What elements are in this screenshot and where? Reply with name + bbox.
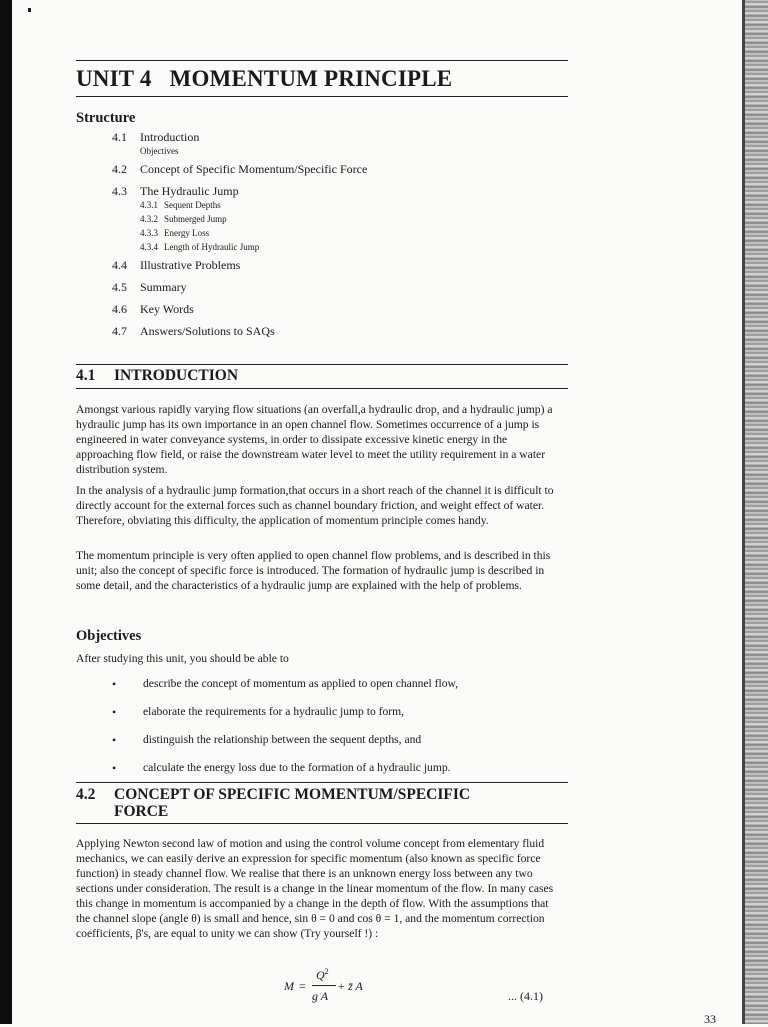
- list-item: • describe the concept of momentum as applied to open channel flow,: [112, 677, 459, 691]
- scan-left-edge: [0, 0, 12, 1024]
- section-42-top-rule: [76, 782, 568, 783]
- bullet-icon: •: [112, 677, 117, 691]
- unit-title: [76, 66, 452, 92]
- section-41-number: 4.1: [76, 367, 96, 384]
- section-41-bottom-rule: [76, 388, 568, 389]
- equation-equals: =: [299, 979, 306, 993]
- list-item: • elaborate the requirements for a hydraulic jump to form,: [112, 705, 405, 719]
- toc-subitems: [112, 198, 532, 254]
- section-41-heading: [76, 367, 238, 385]
- toc-item-4-3: 4.3 The Hydraulic Jump: [112, 184, 239, 198]
- section-42-title-line-2: FORCE: [114, 803, 169, 820]
- section-41-title: INTRODUCTION: [114, 367, 239, 384]
- section-42-heading: [76, 786, 470, 820]
- list-item: • distinguish the relationship between the sequent depths, and: [112, 733, 422, 747]
- scan-right-edge: [742, 0, 768, 1024]
- equation-4-1: [0, 965, 768, 1015]
- section-42-title-line-1: CONCEPT OF SPECIFIC MOMENTUM/SPECIFIC: [114, 786, 471, 803]
- objectives-list: [112, 677, 552, 789]
- toc-subitems: [112, 144, 532, 158]
- unit-name: MOMENTUM PRINCIPLE: [169, 66, 453, 91]
- toc-item-4-5: 4.5 Summary: [112, 280, 187, 294]
- equation-rest: + z̄ A: [337, 979, 363, 993]
- bullet-icon: •: [112, 761, 117, 775]
- section-42-bottom-rule: [76, 823, 568, 824]
- toc-item-4-7: 4.7 Answers/Solutions to SAQs: [112, 324, 275, 338]
- objectives-intro: After studying this unit, you should be able to: [76, 652, 289, 665]
- top-rule: [76, 60, 568, 61]
- equation-numerator: $Q^2$: [316, 967, 329, 982]
- structure-heading: Structure: [76, 110, 136, 126]
- intro-paragraph-3: The momentum principle is very often applied to open channel flow problems, and is described in this unit; also the concept of specific force is introduced. The formation of hydraulic jump is described in some detail, and the characteristics of a hydraulic jump are explained with the help of problems.: [76, 549, 551, 592]
- section-42-number: 4.2: [76, 786, 96, 803]
- list-item: • calculate the energy loss due to the formation of a hydraulic jump.: [112, 761, 451, 775]
- bullet-icon: •: [112, 705, 117, 719]
- toc-subitem: 4.3.4 Length of Hydraulic Jump: [140, 242, 260, 252]
- toc-subitem: 4.3.2 Submerged Jump: [140, 214, 227, 224]
- section-42-paragraph: Applying Newton second law of motion and using the control volume concept from elementary fluid mechanics, we can easily derive an expression for specific momentum (also known as specific force function) in steady channel flow. We realise that there is an unknown energy loss between any two sections under consideration. The result is a change in the linear momentum of the flow. In many cases this change in momentum is accompanied by a change in the depth of flow. With the assumptions that the channel slope (angle θ) is small and hence, sin θ = 0 and cos θ = 1, and the momentum correction coefficients, β's, are equal to unity we can show (Try yourself !) :: [76, 837, 554, 940]
- toc-item-4-6: 4.6 Key Words: [112, 302, 194, 316]
- toc-item-4-1: 4.1 Introduction: [112, 130, 200, 144]
- intro-paragraph-1: Amongst various rapidly varying flow situations (an overfall,a hydraulic drop, and a hydraulic jump) a hydraulic jump has its own importance in an open channel flow. Sometimes occurrence of a jump is engineered in water conveyance systems, in order to dissipate excessive kinetic energy in the approaching flow field, or raise the downstream water level to meet the utility requirement in a water distribution system.: [76, 403, 553, 476]
- scan-mark: [28, 8, 31, 12]
- toc-subitem: Objectives: [140, 146, 179, 156]
- fraction-bar: [312, 985, 336, 986]
- objectives-heading: Objectives: [76, 628, 142, 644]
- bullet-icon: •: [112, 733, 117, 747]
- intro-paragraph-2: In the analysis of a hydraulic jump formation,that occurs in a short reach of the channel it is difficult to directly account for the external forces such as channel boundary friction, and weight effect of water. Therefore, obviating this difficulty, the application of momentum principle comes handy.: [76, 484, 554, 527]
- page-number: 33: [704, 1012, 716, 1026]
- equation-tag: ... (4.1): [508, 989, 543, 1003]
- equation-lhs: M: [284, 979, 294, 993]
- unit-number: UNIT 4: [76, 66, 152, 91]
- equation-denominator: g A: [312, 989, 329, 1003]
- toc-item-4-4: 4.4 Illustrative Problems: [112, 258, 241, 272]
- table-of-contents: [112, 130, 532, 346]
- toc-item-4-2: 4.2 Concept of Specific Momentum/Specific Force: [112, 162, 368, 176]
- section-41-top-rule: [76, 364, 568, 365]
- title-rule: [76, 96, 568, 97]
- toc-subitem: 4.3.3 Energy Loss: [140, 228, 210, 238]
- toc-subitem: 4.3.1 Sequent Depths: [140, 200, 221, 210]
